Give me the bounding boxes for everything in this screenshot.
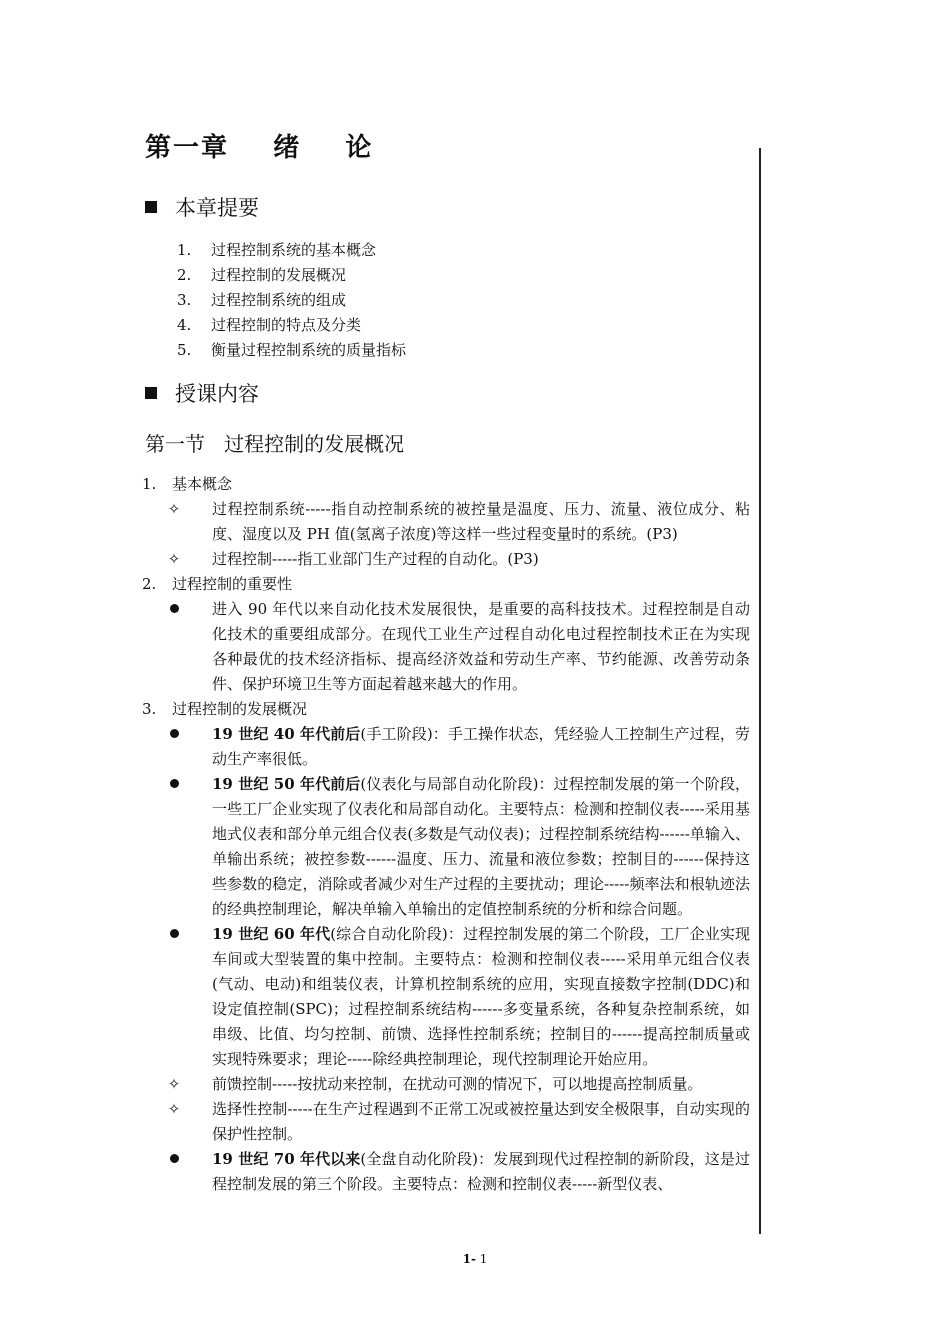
list-item: ✧ 过程控制系统-----指自动控制系统的被控量是温度、压力、流量、液位成分、粘度、湿度以及 PH 值(氢离子浓度)等这样一些过程变量时的系统。(P3) — [142, 497, 750, 547]
diamond-bullet-icon: ✧ — [167, 500, 181, 518]
list-item: 5. 衡量过程控制系统的质量指标 — [177, 341, 407, 359]
diamond-bullet-icon: ✧ — [167, 550, 181, 568]
list-item: 进入 90 年代以来自动化技术发展很快，是重要的高科技技术。过程控制是自动化技术的重要组成部分。在现代工业生产过程自动化电过程控制技术正在为实现各种最优的技术经济指标、提高经济效益和劳动生产率、节约能源、改善劳动条件、保护环境卫生等方面起着越来越大的作用。 — [142, 597, 750, 697]
summary-heading: 本章提要 — [175, 196, 259, 220]
bullet-icon — [170, 929, 179, 938]
bullet-icon — [170, 729, 179, 738]
list-item: 19 世纪 60 年代(综合自动化阶段)：过程控制发展的第二个阶段，工厂企业实现车间或大型装置的集中控制。主要特点：检测和控制仪表-----采用单元组合仪表(气动、电动)和组装仪表，计算机控制系统的应用，实现直接数字控制(DDC)和设定值控制(SPC)；过程控制系统结构------多变量系统，各种复杂控制系统，如串级、比值、均匀控制、前馈、选择性控制系统；控制目的------提高控制质量或实现特殊要求；理论-----除经典控制理论，现代控制理论开始应用。 — [142, 922, 750, 1072]
list-item: ✧ 过程控制-----指工业部门生产过程的自动化。(P3) — [142, 547, 750, 572]
list-item: 4. 过程控制的特点及分类 — [177, 316, 362, 334]
list-item: ✧ 选择性控制-----在生产过程遇到不正常工况或被控量达到安全极限事，自动实现的保护性控制。 — [142, 1097, 750, 1147]
bullet-icon — [170, 779, 179, 788]
teaching-heading: 授课内容 — [175, 382, 259, 406]
list-item: ✧ 前馈控制-----按扰动来控制，在扰动可测的情况下，可以地提高控制质量。 — [142, 1072, 750, 1097]
content-body — [142, 472, 750, 1197]
diamond-bullet-icon: ✧ — [167, 1100, 181, 1118]
diamond-bullet-icon: ✧ — [167, 1075, 181, 1093]
list-item: 19 世纪 40 年代前后(手工阶段)：手工操作状态，凭经验人工控制生产过程，劳动生产率很低。 — [142, 722, 750, 772]
subsection-heading: 2. 过程控制的重要性 — [142, 575, 293, 593]
list-item: 1. 过程控制系统的基本概念 — [177, 241, 377, 259]
square-bullet-icon — [145, 201, 157, 213]
page-number: 1- 1 — [462, 1252, 488, 1266]
subsection-heading: 1. 基本概念 — [142, 475, 233, 493]
margin-vertical-rule — [759, 148, 761, 1234]
list-item: 3. 过程控制系统的组成 — [177, 291, 347, 309]
list-item: 19 世纪 50 年代前后(仪表化与局部自动化阶段)：过程控制发展的第一个阶段，一些工厂企业实现了仪表化和局部自动化。主要特点：检测和控制仪表-----采用基地式仪表和部分单元组合仪表(多数是气动仪表)；过程控制系统结构------单输入、单输出系统；被控参数------温度、压力、流量和液位参数；控制目的------保持这些参数的稳定，消除或者减少对生产过程的主要扰动；理论-----频率法和根轨迹法的经典控制理论，解决单输入单输出的定值控制系统的分析和综合问题。 — [142, 772, 750, 922]
bullet-icon — [170, 1154, 179, 1163]
summary-heading-block — [145, 194, 259, 222]
list-item: 19 世纪 70 年代以来(全盘自动化阶段)：发展到现代过程控制的新阶段，这是过程控制发展的第三个阶段。主要特点：检测和控制仪表-----新型仪表、 — [142, 1147, 750, 1197]
square-bullet-icon — [145, 387, 157, 399]
subsection-heading: 3. 过程控制的发展概况 — [142, 700, 308, 718]
bullet-icon — [170, 604, 179, 613]
chapter-title: 第一章 绪 论 — [145, 133, 374, 163]
section-title: 第一节 过程控制的发展概况 — [145, 432, 405, 456]
list-item: 2. 过程控制的发展概况 — [177, 266, 347, 284]
summary-list — [177, 238, 406, 363]
teaching-heading-block — [145, 380, 259, 408]
